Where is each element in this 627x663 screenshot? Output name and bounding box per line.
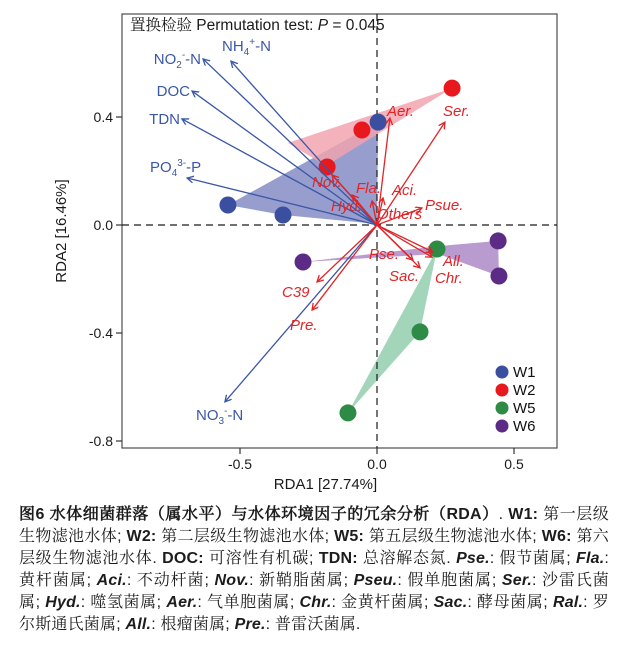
caption-run: TDN:: [318, 550, 363, 567]
species-label-Aci: Aci.: [392, 182, 418, 199]
caption-run: : 假节菌属;: [489, 550, 576, 567]
caption-run: .: [498, 506, 509, 523]
y-tick-label: 0.0: [93, 217, 113, 233]
species-arrow-Pre: [312, 225, 377, 310]
caption-run: : 罗尔斯通氏菌属;: [19, 594, 609, 633]
x-tick-label: -0.5: [227, 456, 253, 472]
caption-run: : 新鞘脂菌属;: [249, 572, 354, 589]
legend-dot-W2: [496, 384, 509, 397]
caption-run: : 噬氢菌属;: [80, 594, 167, 611]
caption-run: DOC:: [162, 550, 209, 567]
point-W1: [370, 114, 387, 131]
caption-run: 第一层级生物滤池水体;: [19, 506, 609, 545]
point-W6: [295, 253, 312, 270]
y-tick-label: -0.8: [88, 433, 113, 449]
caption-run: : 金黄杆菌属;: [331, 594, 434, 611]
caption-run: 第二层级生物滤池水体;: [161, 528, 335, 545]
point-W1: [219, 197, 236, 214]
caption-run: W1:: [508, 506, 544, 523]
legend-label-W1: W1: [513, 364, 536, 381]
point-W6: [490, 268, 507, 285]
x-tick-label: 0.0: [367, 456, 387, 472]
caption-run: Hyd.: [45, 594, 81, 611]
caption-run: W5:: [334, 528, 369, 545]
legend-dot-W6: [496, 420, 509, 433]
caption-run: W2:: [126, 528, 162, 545]
caption-run: Sac.: [433, 594, 468, 611]
caption-run: : 酵母菌属;: [467, 594, 553, 611]
caption-run: : 气单胞菌属;: [197, 594, 300, 611]
species-label-Sac: Sac.: [389, 268, 420, 285]
x-tick-label: 0.5: [504, 456, 524, 472]
point-W5: [412, 323, 429, 340]
caption-run: Chr.: [299, 594, 332, 611]
caption-run: 第六层级生物滤池水体.: [19, 528, 609, 567]
species-arrow-C39: [317, 225, 377, 282]
species-label-C39: C39: [282, 284, 310, 301]
caption-run: : 黄杆菌属;: [19, 550, 610, 589]
species-label-Hyd: Hyd.: [331, 198, 362, 215]
caption-run: : 普雷沃菌属.: [265, 616, 361, 633]
caption-run: Nov.: [214, 572, 250, 589]
env-label-DOC: DOC: [156, 83, 190, 100]
caption-run: Ral.: [552, 594, 584, 611]
caption-run: : 根瘤菌属;: [151, 616, 235, 633]
point-W2: [444, 80, 461, 97]
point-W2: [319, 158, 336, 175]
caption-run: All.: [125, 616, 152, 633]
env-arrow-NO3--N: [225, 225, 377, 402]
caption-run: W6:: [541, 528, 577, 545]
x-axis-title: RDA1 [27.74%]: [273, 476, 378, 493]
caption-run: Pseu.: [353, 572, 398, 589]
point-W5: [339, 404, 356, 421]
legend-dot-W1: [496, 366, 509, 379]
caption-run: : 沙雷氏菌属;: [19, 572, 609, 611]
legend-label-W5: W5: [513, 400, 536, 417]
species-label-All: All.: [443, 253, 464, 270]
caption-run: 第五层级生物滤池水体;: [368, 528, 542, 545]
y-axis-title: RDA2 [16.46%]: [53, 179, 70, 283]
caption-run: Fla.: [576, 550, 605, 567]
y-tick-label: 0.4: [93, 109, 113, 125]
y-tick-label: -0.4: [88, 325, 113, 341]
caption-run: Pre.: [234, 616, 266, 633]
point-W6: [490, 232, 507, 249]
species-label-Aer: Aer.: [387, 103, 414, 120]
permutation-test-label: 置换检验 Permutation test: P = 0.045: [130, 17, 385, 34]
caption-run: Aci.: [96, 572, 127, 589]
species-label-Chr: Chr.: [435, 270, 463, 287]
caption-run: 图6 水体细菌群落（属水平）与水体环境因子的冗余分析（RDA）: [19, 506, 499, 523]
species-label-Others: Others: [377, 206, 423, 223]
species-label-Pse: Pse.: [369, 246, 400, 263]
caption-run: Ser.: [501, 572, 533, 589]
legend-dot-W5: [496, 402, 509, 415]
env-label-PO43--P: $PO_4^{3-}-P$: [150, 158, 202, 179]
species-label-Nov: Nov.: [312, 174, 342, 191]
env-label-TDN: TDN: [149, 111, 180, 128]
legend-label-W6: W6: [513, 418, 536, 435]
caption-run: 可溶性有机碳;: [208, 550, 319, 567]
point-W1: [275, 207, 292, 224]
env-label-NH4+-N: $NH_4^+-N$: [222, 37, 271, 58]
figure-caption: [19, 504, 609, 636]
caption-run: Aer.: [166, 594, 198, 611]
species-label-Ser: Ser.: [443, 103, 470, 120]
caption-run: 总溶解态氮.: [362, 550, 457, 567]
species-label-Fla: Fla.: [356, 180, 382, 197]
point-W2: [353, 121, 370, 138]
env-label-NO2--N: $NO_2^--N$: [153, 50, 201, 71]
species-label-Pre: Pre.: [290, 317, 318, 334]
env-label-NO3--N: $NO_3^--N$: [196, 406, 244, 427]
caption-run: Pse.: [456, 550, 490, 567]
species-label-Psue: Psue.: [425, 197, 464, 214]
caption-run: : 不动杆菌;: [126, 572, 215, 589]
legend-label-W2: W2: [513, 382, 536, 399]
caption-run: : 假单胞菌属;: [397, 572, 502, 589]
plot-frame: [122, 14, 557, 448]
